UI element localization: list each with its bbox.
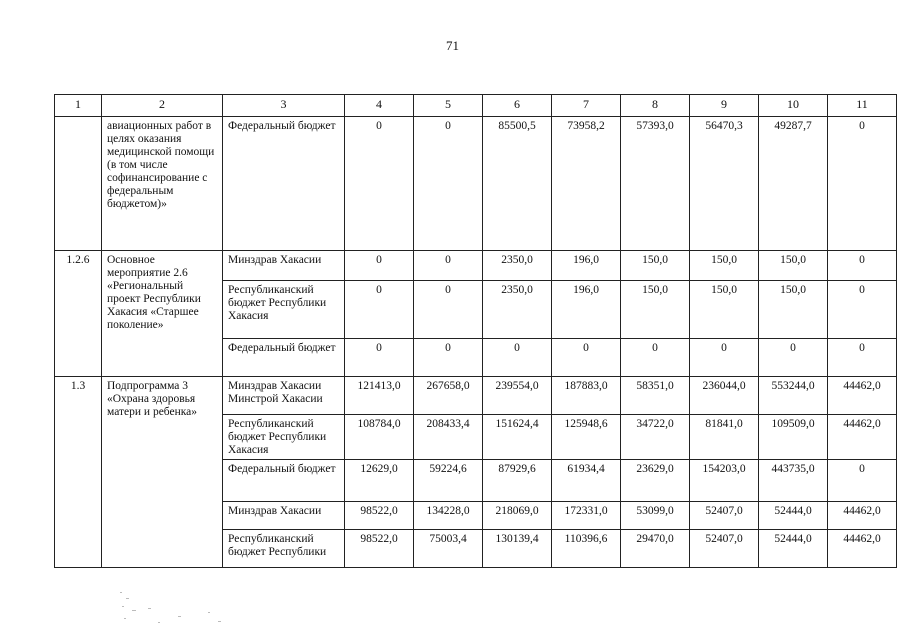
value-cell: 196,0 [552,281,621,339]
table-body [55,95,897,568]
value-cell: 0 [345,339,414,377]
value-cell: 443735,0 [759,460,828,502]
value-cell: 172331,0 [552,502,621,530]
value-cell: 0 [345,117,414,251]
value-cell: 49287,7 [759,117,828,251]
value-cell: 29470,0 [621,530,690,568]
value-cell: 0 [828,117,897,251]
item-number: 1.2.6 [55,251,102,377]
header-cell: 2 [102,95,223,117]
value-cell: 130139,4 [483,530,552,568]
value-cell: 121413,0 [345,377,414,415]
value-cell: 109509,0 [759,415,828,460]
value-cell: 44462,0 [828,530,897,568]
value-cell: 57393,0 [621,117,690,251]
value-cell: 56470,3 [690,117,759,251]
header-row [55,95,897,117]
value-cell: 59224,6 [414,460,483,502]
value-cell: 154203,0 [690,460,759,502]
funding-source: Минздрав Хакасии [223,502,345,530]
value-cell: 2350,0 [483,251,552,281]
value-cell: 0 [414,281,483,339]
value-cell: 85500,5 [483,117,552,251]
value-cell: 218069,0 [483,502,552,530]
item-number: 1.3 [55,377,102,568]
funding-source: Республиканский бюджет Республики [223,530,345,568]
header-cell: 4 [345,95,414,117]
value-cell: 0 [828,281,897,339]
value-cell: 52407,0 [690,502,759,530]
funding-source: Федеральный бюджет [223,460,345,502]
value-cell: 73958,2 [552,117,621,251]
scan-noise [118,588,228,628]
value-cell: 12629,0 [345,460,414,502]
funding-source: Федеральный бюджет [223,117,345,251]
value-cell: 0 [552,339,621,377]
value-cell: 52444,0 [759,502,828,530]
item-name: авиационных работ в целях оказания медицинской помощи (в том числе софинансирование с федеральным бюджетом)» [102,117,223,251]
item-name: Основное мероприятие 2.6 «Региональный проект Республики Хакасия «Старшее поколение» [102,251,223,377]
value-cell: 81841,0 [690,415,759,460]
value-cell: 0 [414,251,483,281]
value-cell: 151624,4 [483,415,552,460]
value-cell: 44462,0 [828,415,897,460]
value-cell: 239554,0 [483,377,552,415]
value-cell: 267658,0 [414,377,483,415]
value-cell: 0 [414,117,483,251]
table-row [55,251,897,281]
value-cell: 44462,0 [828,502,897,530]
value-cell: 150,0 [759,251,828,281]
funding-source: Минздрав Хакасии Минстрой Хакасии [223,377,345,415]
value-cell: 236044,0 [690,377,759,415]
header-cell: 5 [414,95,483,117]
value-cell: 150,0 [759,281,828,339]
value-cell: 52407,0 [690,530,759,568]
table-row [55,377,897,415]
value-cell: 58351,0 [621,377,690,415]
header-cell: 7 [552,95,621,117]
value-cell: 0 [759,339,828,377]
value-cell: 125948,6 [552,415,621,460]
value-cell: 0 [414,339,483,377]
funding-source: Республиканский бюджет Республики Хакасия [223,281,345,339]
value-cell: 53099,0 [621,502,690,530]
funding-source: Федеральный бюджет [223,339,345,377]
header-cell: 1 [55,95,102,117]
value-cell: 0 [828,251,897,281]
value-cell: 208433,4 [414,415,483,460]
value-cell: 150,0 [621,251,690,281]
funding-source: Минздрав Хакасии [223,251,345,281]
value-cell: 23629,0 [621,460,690,502]
value-cell: 110396,6 [552,530,621,568]
header-cell: 11 [828,95,897,117]
value-cell: 75003,4 [414,530,483,568]
page-number: 71 [446,38,459,53]
value-cell: 0 [345,281,414,339]
value-cell: 553244,0 [759,377,828,415]
value-cell: 134228,0 [414,502,483,530]
value-cell: 0 [690,339,759,377]
value-cell: 150,0 [690,251,759,281]
item-name: Подпрограмма 3 «Охрана здоровья матери и ребенка» [102,377,223,568]
value-cell: 0 [828,339,897,377]
value-cell: 150,0 [621,281,690,339]
value-cell: 108784,0 [345,415,414,460]
value-cell: 98522,0 [345,530,414,568]
item-number [55,117,102,251]
value-cell: 0 [828,460,897,502]
value-cell: 196,0 [552,251,621,281]
value-cell: 0 [483,339,552,377]
header-cell: 10 [759,95,828,117]
header-cell: 3 [223,95,345,117]
value-cell: 34722,0 [621,415,690,460]
budget-table [54,94,897,568]
value-cell: 87929,6 [483,460,552,502]
header-cell: 8 [621,95,690,117]
value-cell: 61934,4 [552,460,621,502]
value-cell: 0 [345,251,414,281]
value-cell: 52444,0 [759,530,828,568]
table-row [55,117,897,251]
value-cell: 98522,0 [345,502,414,530]
value-cell: 150,0 [690,281,759,339]
header-cell: 6 [483,95,552,117]
value-cell: 0 [621,339,690,377]
value-cell: 2350,0 [483,281,552,339]
funding-source: Республиканский бюджет Республики Хакасия [223,415,345,460]
value-cell: 44462,0 [828,377,897,415]
header-cell: 9 [690,95,759,117]
value-cell: 187883,0 [552,377,621,415]
